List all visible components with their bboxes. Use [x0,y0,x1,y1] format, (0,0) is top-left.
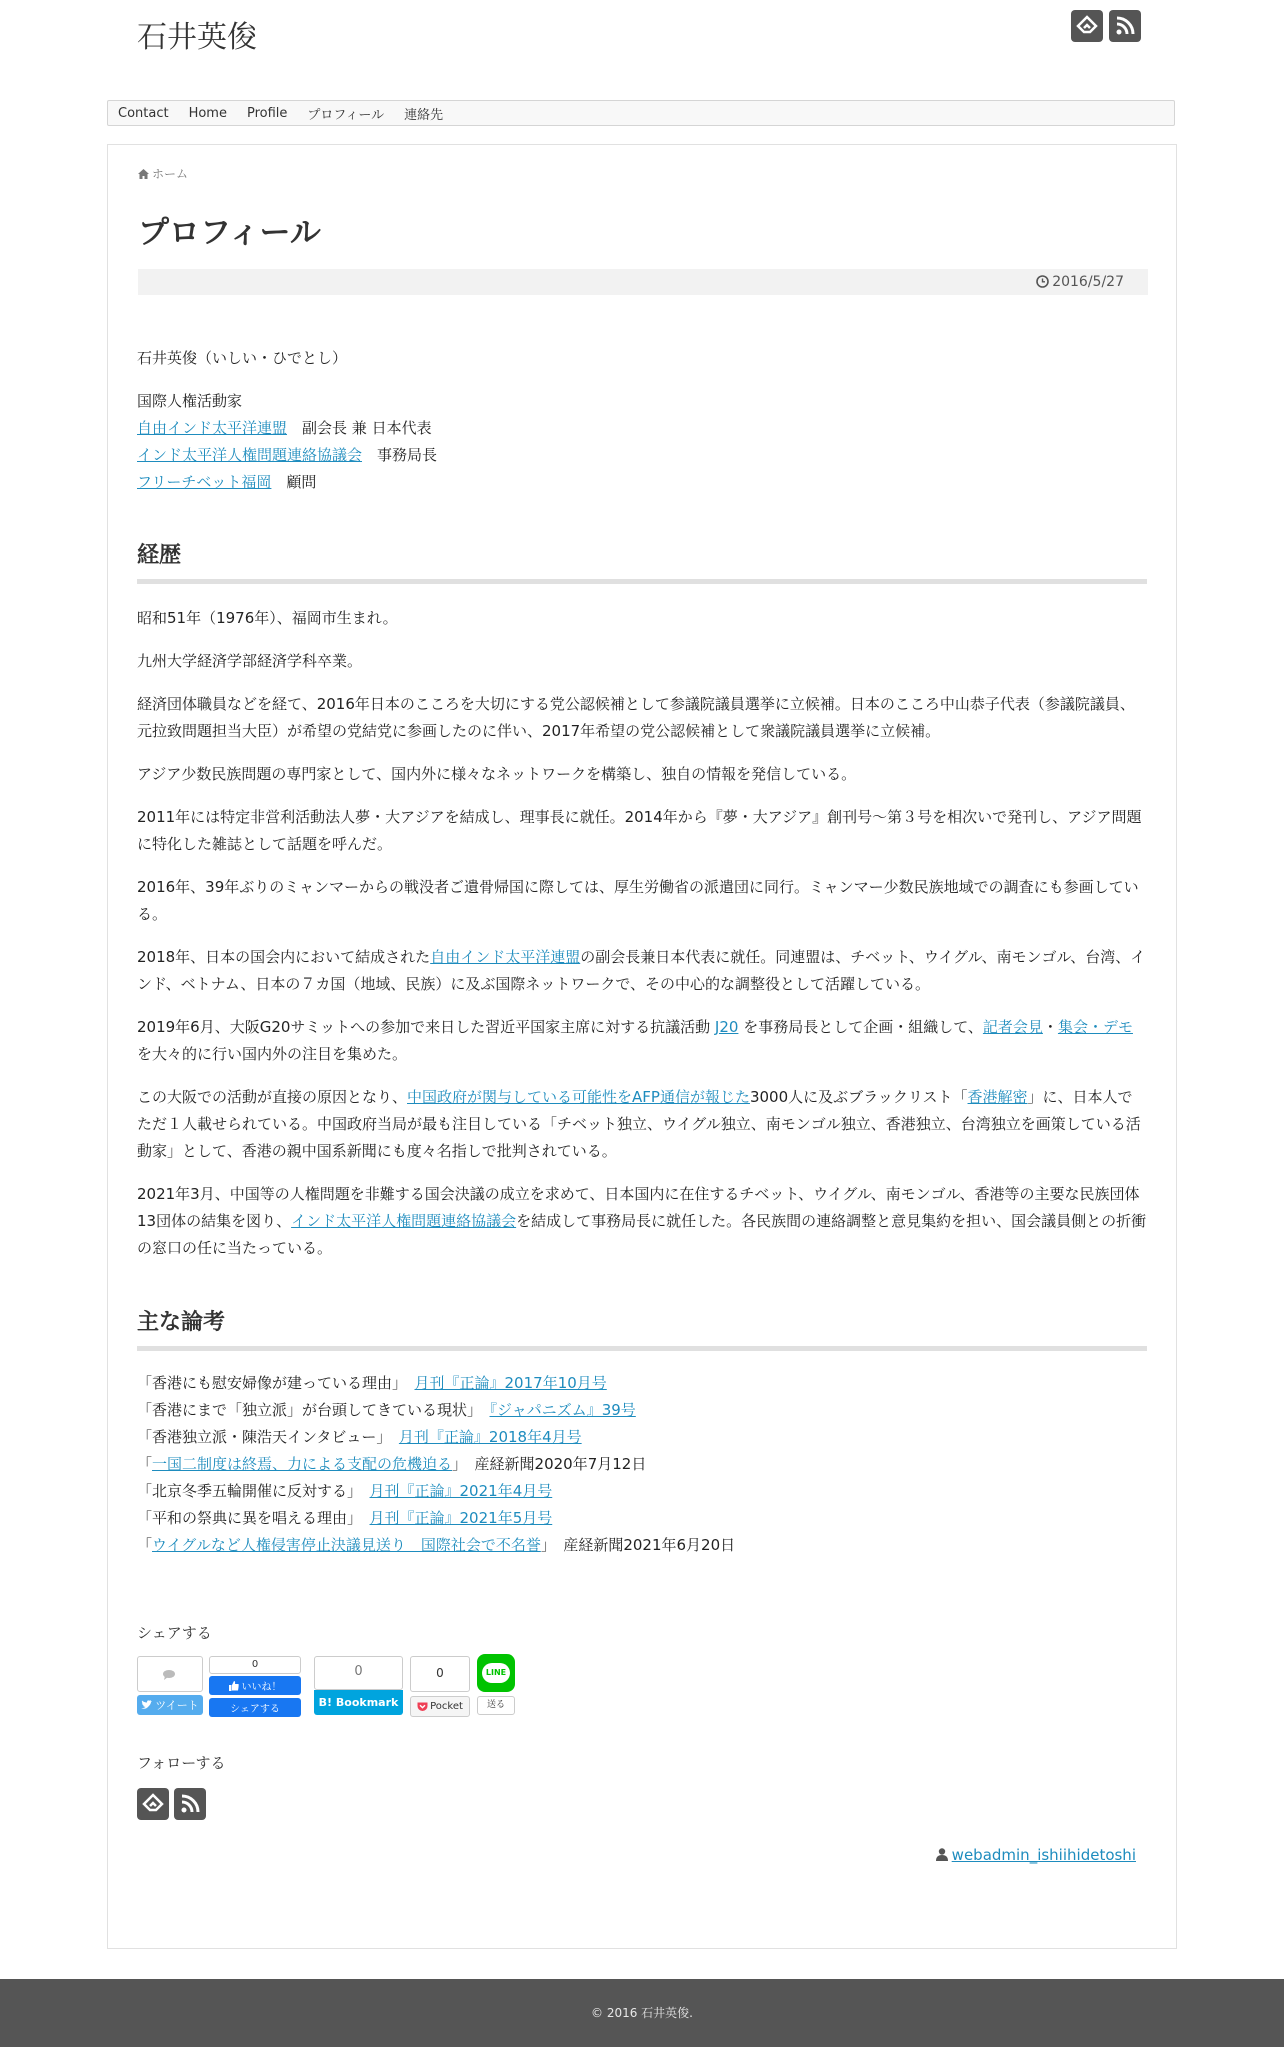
career-paragraph [137,1014,1147,1068]
home-icon [138,169,149,179]
paper-item [137,1370,1147,1397]
post-date: 2016/5/27 [1052,274,1124,290]
affiliation-post: 事務局長 [377,446,438,464]
hatena-count: 0 [314,1656,403,1690]
paper-title: 「北京冬季五輪開催に反対する」 [137,1482,370,1500]
follow-heading: フォローする [137,1754,226,1772]
clock-icon [1036,275,1049,288]
global-nav [107,100,1175,126]
share-heading: シェアする [137,1624,212,1642]
tweet-label: ツイート [155,1699,199,1712]
user-icon [936,1848,948,1861]
affiliation-link[interactable]: インド太平洋人権問題連絡協議会 [137,446,363,464]
breadcrumb-home[interactable]: ホーム [152,167,189,181]
twitter-share[interactable] [137,1656,203,1716]
affiliation-link[interactable]: 自由インド太平洋連盟 [137,419,288,437]
nav-item-profile[interactable]: Profile [246,105,288,121]
afp-report-link[interactable]: 中国政府が関与している可能性をAFP通信が報じた [407,1088,750,1106]
paper-link[interactable]: 一国二制度は終焉、力による支配の危機迫る [152,1455,453,1473]
pocket-label: Pocket [430,1701,463,1712]
career-paragraph [137,1084,1147,1165]
hatena-share[interactable] [314,1656,403,1714]
pocket-icon [417,1702,428,1712]
rally-demo-link[interactable]: 集会・デモ [1057,1018,1133,1036]
career-paragraph: 経済団体職員などを経て、2016年日本のこころを大切にする党公認候補として参議院議員選挙に立候補。日本のこころ中山恭子代表（参議院議員、元拉致問題担当大臣）が希望の党結党に参画したのに伴い、2017年希望の党公認候補として衆議院議員選挙に立候補。 [137,695,1135,740]
nav-item-contact[interactable]: Contact [118,105,169,121]
twitter-count-box [137,1656,203,1692]
paper-link[interactable]: 月刊『正論』2021年4月号 [369,1482,553,1500]
header-icons [1071,10,1141,42]
paper-link[interactable]: 『ジャパニズム』39号 [489,1401,636,1419]
nav-item-profile-ja[interactable]: プロフィール [307,107,385,123]
line-share[interactable] [477,1654,515,1718]
hk-leaks-link[interactable]: 香港解密 [967,1088,1028,1106]
intro-block [137,388,1147,496]
paper-link[interactable]: 月刊『正論』2018年4月号 [398,1428,582,1446]
paper-source: 」 産経新聞2020年7月12日 [452,1455,647,1473]
pocket-count: 0 [410,1656,470,1692]
text: ・ [1042,1018,1058,1036]
fb-like-button[interactable] [209,1676,301,1695]
fb-count: 0 [209,1656,301,1674]
paper-item [137,1424,1147,1451]
affiliation-row [137,442,1147,469]
feedly-icon[interactable] [137,1788,169,1820]
text: 」に、日本人でただ１人載せられている。中国政府当局が最も注目している「チベット独立、ウイグル独立、南モンゴル独立、香港独立、台湾独立を画策している活動家」として、香港の親中国系新聞にも度々名指しで批判されている。 [137,1088,1141,1160]
follow-icons [137,1788,206,1820]
paper-item [137,1451,1147,1478]
text: を事務局長として企画・組織して、 [738,1018,983,1036]
text: を結成して事務局長に就任した。各民族間の連絡調整と意見集約を担い、国会議員側との折衝の窓口の任に当たっている。 [137,1212,1147,1257]
page-title: プロフィール [138,215,321,251]
site-title[interactable]: 石井英俊 [137,20,257,55]
paper-title: 「 [137,1536,153,1554]
author-link[interactable]: webadmin_ishiihidetoshi [951,1846,1136,1864]
council-link[interactable]: インド太平洋人権問題連絡協議会 [291,1212,517,1230]
text: 3000人に及ぶブラックリスト「 [749,1088,968,1106]
affiliation-row [137,415,1147,442]
paper-item [137,1397,1147,1424]
affiliation-post: 顧問 [286,473,317,491]
career-paragraph: 2011年には特定非営利活動法人夢・大アジアを結成し、理事長に就任。2014年から『夢・大アジア』創刊号〜第３号を相次いで発刊し、アジア問題に特化した雑誌として話題を呼んだ。 [137,808,1142,853]
paper-title: 「香港にも慰安婦像が建っている理由」 [137,1374,415,1392]
text: を大々的に行い国内外の注目を集めた。 [137,1045,408,1063]
text: 2021年3月、中国等の人権問題を非難する国会決議の成立を求めて、日本国内に在住するチベット、ウイグル、南モンゴル、香港等の主要な民族団体13団体の結集を図り、 [137,1185,1140,1230]
line-icon[interactable] [477,1654,515,1692]
nav-item-home[interactable]: Home [188,105,227,121]
career-paragraph [137,1181,1147,1262]
nav-item-contact-ja[interactable]: 連絡先 [404,107,444,123]
affiliation-row [137,469,1147,496]
rss-icon[interactable] [174,1788,206,1820]
breadcrumb [138,165,1148,182]
paper-source: 」 産経新聞2021年6月20日 [540,1536,736,1554]
twitter-icon [141,1700,152,1710]
footer [0,1979,1284,2047]
paper-link[interactable]: ウイグルなど人権侵害停止決議見送り 国際社会で不名誉 [152,1536,541,1554]
text: この大阪での活動が直接の原因となり、 [137,1088,408,1106]
comment-icon [163,1669,177,1680]
pocket-button[interactable] [410,1696,470,1717]
thumbs-up-icon [229,1681,239,1691]
author [936,1846,1136,1864]
intro-name: 石井英俊（いしい・ひでとし） [137,349,348,367]
line-send-button[interactable]: 送る [477,1696,515,1715]
j20-link[interactable]: J20 [714,1018,739,1036]
paper-title: 「香港独立派・陳浩天インタビュー」 [137,1428,399,1446]
intro-role: 国際人権活動家 [137,392,243,410]
feedly-icon[interactable] [1071,10,1103,42]
fipl-link[interactable]: 自由インド太平洋連盟 [430,948,581,966]
career-paragraph: 2016年、39年ぶりのミャンマーからの戦没者ご遺骨帰国に際しては、厚生労働省の派遣団に同行。ミャンマー少数民族地域での調査にも参画している。 [137,878,1139,923]
paper-title: 「香港にまで「独立派」が台頭してきている現状」 [137,1401,490,1419]
papers-list [137,1370,1147,1559]
text: 2018年、日本の国会内において結成された [137,948,431,966]
hatena-bookmark-button[interactable]: B! Bookmark [314,1690,403,1715]
paper-title: 「 [137,1455,153,1473]
paper-item [137,1505,1147,1532]
career-paragraph: アジア少数民族問題の専門家として、国内外に様々なネットワークを構築し、独自の情報を発信している。 [137,765,857,783]
date-bar [138,269,1148,295]
facebook-share[interactable] [209,1656,301,1720]
text: の副会長兼日本代表に就任。同連盟は、チベット、ウイグル、南モンゴル、台湾、インド、ベトナム、日本の７カ国（地域、民族）に及ぶ国際ネットワークで、その中心的な調整役として活躍している。 [137,948,1146,993]
papers-heading: 主な論考 [137,1305,1147,1351]
fb-like-label: いいね！ [241,1682,282,1693]
tweet-button[interactable] [137,1695,203,1715]
paper-item [137,1478,1147,1505]
paper-link[interactable]: 月刊『正論』2017年10月号 [414,1374,607,1392]
fb-share-button[interactable]: シェアする [209,1698,301,1717]
paper-link[interactable]: 月刊『正論』2021年5月号 [369,1509,553,1527]
press-conference-link[interactable]: 記者会見 [982,1018,1043,1036]
career-paragraph: 昭和51年（1976年）、福岡市生まれ。 [137,609,398,627]
rss-icon[interactable] [1109,10,1141,42]
career-paragraph: 九州大学経済学部経済学科卒業。 [137,652,363,670]
career-heading: 経歴 [137,538,1147,584]
text: 2019年6月、大阪G20サミットへの参加で来日した習近平国家主席に対する抗議活動 [137,1018,715,1036]
career-paragraph [137,944,1147,998]
paper-item [137,1532,1147,1559]
line-icon-text: LINE [482,1663,510,1683]
paper-title: 「平和の祭典に異を唱える理由」 [137,1509,370,1527]
pocket-share[interactable] [410,1656,470,1718]
copyright: © 2016 石井英俊. [591,2006,693,2020]
affiliation-post: 副会長 兼 日本代表 [302,419,432,437]
affiliation-link[interactable]: フリーチベット福岡 [137,473,272,491]
